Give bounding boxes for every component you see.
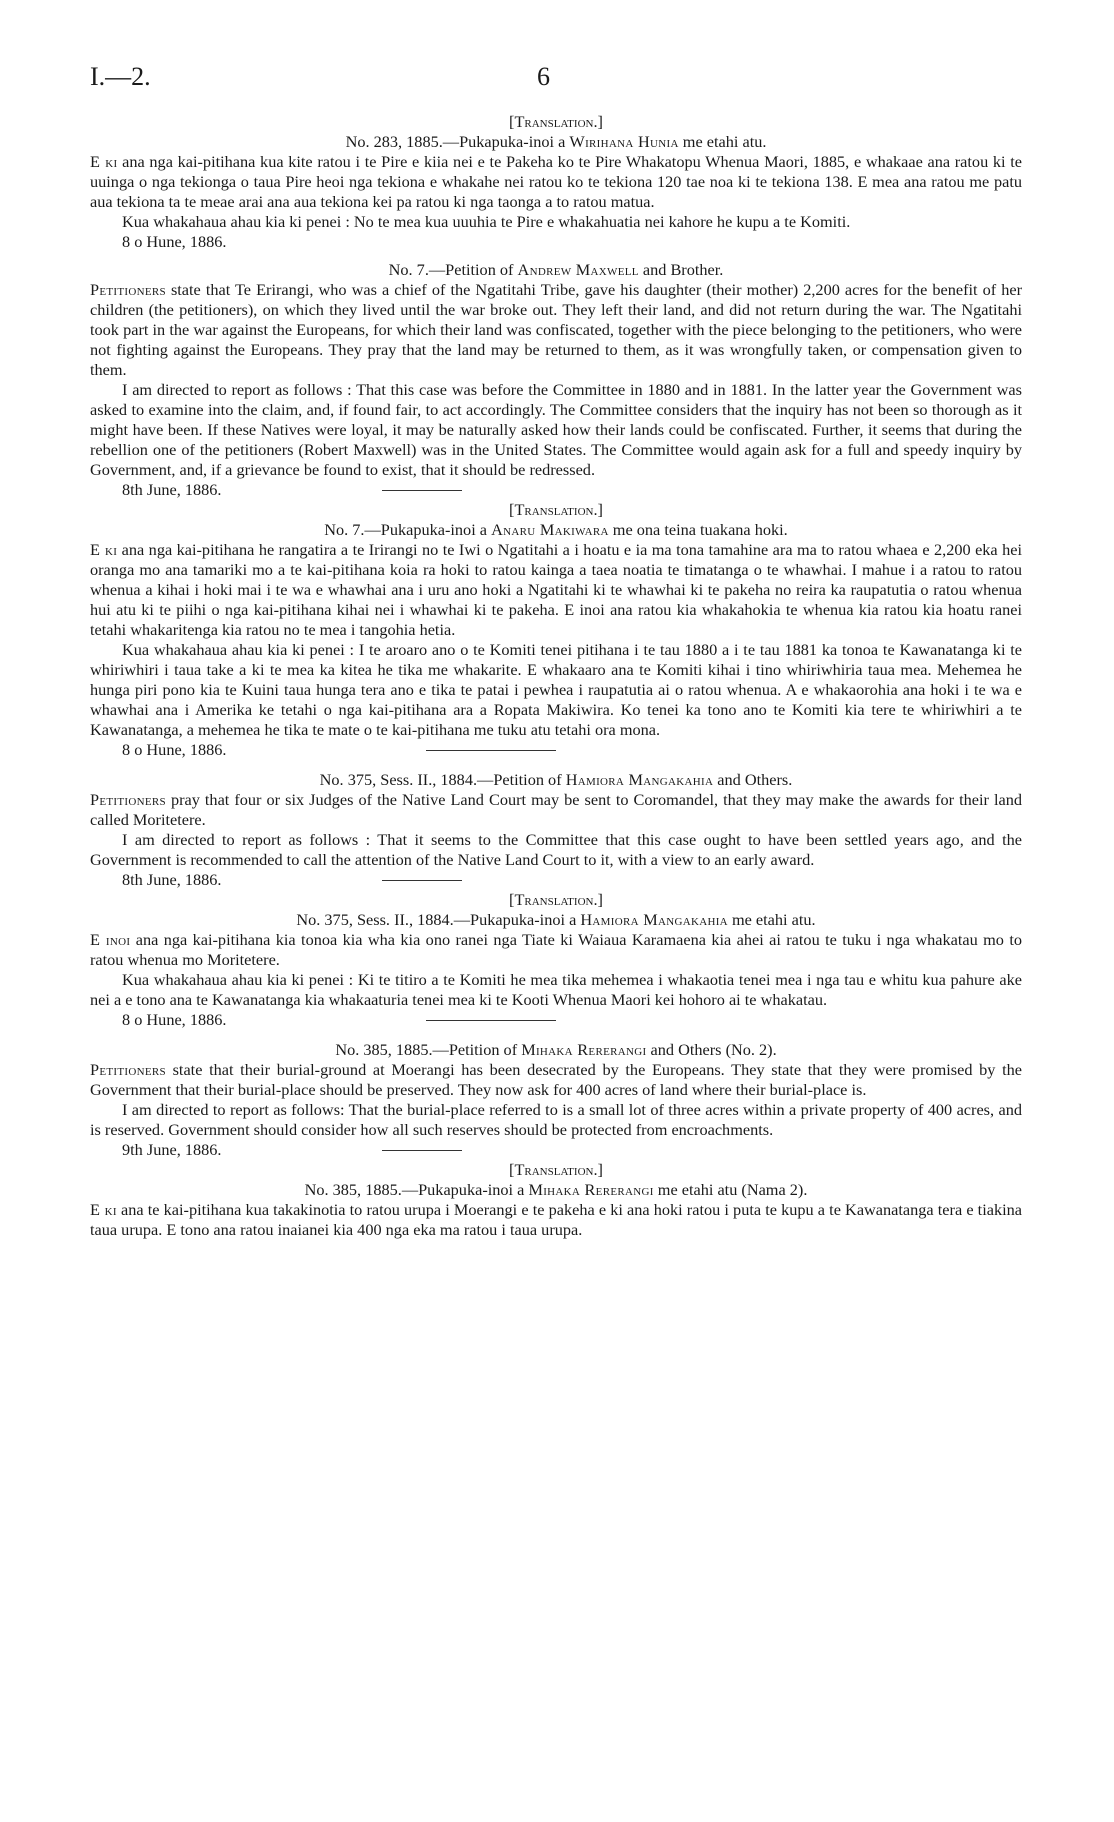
- date-row: [90, 1140, 1022, 1160]
- date-line: 8 o Hune, 1886.: [122, 1010, 227, 1029]
- paragraph: [90, 280, 1022, 380]
- section-heading: [90, 910, 1022, 930]
- heading-text: and Brother.: [638, 260, 724, 279]
- section-375-translation: [90, 890, 1022, 1030]
- heading-text: me etahi atu (Nama 2).: [653, 1180, 808, 1199]
- section-heading: [90, 132, 1022, 152]
- paragraph-lead: Petitioners: [90, 790, 166, 809]
- document-reference: I.—2.: [90, 62, 151, 91]
- divider-rule: [382, 490, 462, 491]
- petitioner-name: Andrew Maxwell: [517, 260, 639, 279]
- heading-text: No. 7.—Petition of: [388, 260, 518, 279]
- paragraph-lead: E inoi: [90, 930, 131, 949]
- divider-rule: [382, 880, 462, 881]
- paragraph: [90, 930, 1022, 970]
- petitioner-name: Hamiora Mangakahia: [580, 910, 728, 929]
- heading-text: No. 385, 1885.—Petition of: [335, 1040, 522, 1059]
- petitioner-name: Mihaka Rererangi: [528, 1180, 654, 1199]
- heading-text: me etahi atu.: [678, 132, 767, 151]
- translation-label: [Translation.]: [509, 1160, 603, 1179]
- paragraph-text: ana te kai-pitihana kua takakinotia to ratou urupa i Moerangi e te pakeha e ki ana hoki ratou i puta te kupu a te Kawanatanga tera e tiakina taua urupa. E tono ana ratou inaianei kia 400 nga eka ma ratou i taua urupa.: [90, 1200, 1022, 1239]
- paragraph-lead: E ki: [90, 540, 118, 559]
- section-283-translation: [90, 112, 1022, 252]
- date-row: [90, 480, 1022, 500]
- section-385-translation: [90, 1160, 1022, 1240]
- heading-text: and Others.: [713, 770, 793, 789]
- petitioner-name: Wirihana Hunia: [569, 132, 679, 151]
- section-385-petition: [90, 1040, 1022, 1160]
- section-heading: [90, 260, 1022, 280]
- section-7-petition: [90, 260, 1022, 500]
- petitioner-name: Anaru Makiwara: [491, 520, 609, 539]
- paragraph-lead: Petitioners: [90, 1060, 166, 1079]
- translation-label: [Translation.]: [509, 500, 603, 519]
- date-line: 9th June, 1886.: [122, 1140, 222, 1159]
- paragraph: I am directed to report as follows: That the burial-place referred to is a small lot of three acres within a private property of 400 acres, and is reserved. Government should consider how all such reserves should be protected from encroachments.: [90, 1100, 1022, 1139]
- translation-label: [Translation.]: [509, 890, 603, 909]
- section-heading: [90, 1040, 1022, 1060]
- paragraph: Kua whakahaua ahau kia ki penei : Ki te titiro a te Komiti he mea tika mehemea i whakaotia tenei mea i nga tau e whitu kua pahure ake nei a e tono ana te Kawanatanga kia whakaaturia tenei mea ki te Kooti Whenua Maori kei hohoro ai te whakatau.: [90, 970, 1022, 1009]
- paragraph: [90, 540, 1022, 640]
- divider-rule: [382, 1150, 462, 1151]
- paragraph: [90, 152, 1022, 212]
- section-375-petition: [90, 770, 1022, 890]
- paragraph: Kua whakahaua ahau kia ki penei : No te mea kua uuuhia te Pire e whakahuatia nei kahore he kupu a te Komiti.: [122, 212, 851, 231]
- paragraph-text: pray that four or six Judges of the Native Land Court may be sent to Coromandel, that they may make the awards for their land called Moritetere.: [90, 790, 1022, 829]
- section-heading: [90, 520, 1022, 540]
- paragraph: I am directed to report as follows : That it seems to the Committee that this case ought to have been settled years ago, and the Government is recommended to call the attention of the Native Land Court to it, with a view to an early award.: [90, 830, 1022, 869]
- petitioner-name: Hamiora Mangakahia: [565, 770, 714, 789]
- heading-text: No. 375, Sess. II., 1884.—Petition of: [319, 770, 566, 789]
- heading-text: and Others (No. 2).: [646, 1040, 777, 1059]
- heading-text: No. 7.—Pukapuka-inoi a: [324, 520, 492, 539]
- paragraph-text: state that their burial-ground at Moerangi has been desecrated by the Europeans. They state that they were promised by the Government that their burial-place should be preserved. They now ask for 400 acres of land where their burial-place is.: [90, 1060, 1022, 1099]
- date-row: [90, 1010, 1022, 1030]
- paragraph: [90, 1200, 1022, 1240]
- section-heading: [90, 770, 1022, 790]
- heading-text: No. 385, 1885.—Pukapuka-inoi a: [304, 1180, 529, 1199]
- paragraph: [90, 790, 1022, 830]
- paragraph-text: ana nga kai-pitihana he rangatira a te Irirangi no te Iwi o Ngatitahi a i hoatu e ia ma tona tamahine ara ma to ratou whaea e 2,200 eka hei oranga mo ana tamariki mo a te kai-pitihana koia ra hoki to ratou kainga a taea noatia te timatanga o te whawhai. I mahue i a ratou to ratou whenua a kihai i hoki mai i te wa e whawhai ana i uru ano hoki a Ngatitahi ki te whawhai ki te pakeha no reira ka raupatutia o ratou whenua hui atu ki te piihi o nga kai-pitihana kihai nei i whawhai ki te pakeha. E inoi ana ratou kia whakahokia te whenua kia ratou kia hoatu ranei tetahi whakaritenga kia ratou no te mea i tangohia hetia.: [90, 540, 1022, 639]
- heading-text: No. 375, Sess. II., 1884.—Pukapuka-inoi a: [296, 910, 581, 929]
- paragraph-lead: E ki: [90, 152, 118, 171]
- paragraph: Kua whakahaua ahau kia ki penei : I te aroaro ano o te Komiti tenei pitihana i te tau 1880 a i te tau 1881 ka tonoa te Kawanatanga ki te whiriwhiri i taua take a ki te mea ka kitea he tika me whakarite. E whakaaro ana te Komiti kihai i tino whiriwhiria taua mea. Mehemea he hunga piri pono kia te Kuini taua hunga tera ano e tika te patai i pewhea i raupatutia ai o ratou whenua. A e whakaorohia ana hoki i te wa e whawhai ana i Amerika ke tetahi o nga kai-pitihana ara a Ropata Makiwira. Ko tenei ka tono ano te Komiti kia tere te whiriwhiri a te Kawanatanga, a mehemea he tika te mate o te kai-pitihana me tuku atu tetahi ora mona.: [90, 640, 1022, 739]
- divider-rule: [426, 750, 556, 751]
- paragraph: [90, 1060, 1022, 1100]
- translation-label: [Translation.]: [509, 112, 603, 131]
- heading-text: me etahi atu.: [727, 910, 816, 929]
- page-number: 6: [537, 62, 550, 91]
- paragraph-text: ana nga kai-pitihana kia tonoa kia wha kia ono ranei nga Tiate ki Waiaua Karamaena kia ahei ai ratou te tuku i nga whakatau mo to ratou whenua mo Moritetere.: [90, 930, 1022, 969]
- date-line: 8th June, 1886.: [122, 870, 222, 889]
- paragraph-lead: Petitioners: [90, 280, 166, 299]
- petitioner-name: Mihaka Rererangi: [521, 1040, 647, 1059]
- divider-rule: [426, 1020, 556, 1021]
- document-body: [90, 112, 1022, 1240]
- date-line: 8th June, 1886.: [122, 480, 222, 499]
- section-heading: [90, 1180, 1022, 1200]
- heading-text: me ona teina tuakana hoki.: [608, 520, 788, 539]
- heading-text: No. 283, 1885.—Pukapuka-inoi a: [345, 132, 570, 151]
- section-7-translation: [90, 500, 1022, 760]
- paragraph-lead: E ki: [90, 1200, 117, 1219]
- date-row: [90, 870, 1022, 890]
- date-row: [90, 740, 1022, 760]
- paragraph-text: ana nga kai-pitihana kua kite ratou i te Pire e kiia nei e te Pakeha ko te Pire Whakatopu Whenua Maori, 1885, e whakaae ana ratou ki te uuinga o nga tekionga o taua Pire heoi nga tekiona e whakahe nei ratou ko te tekiona 120 tae noa ki te tekiona 138. E mea ana ratou me patu aua tekiona ta te meae arai ana aua tekiona kei pa ratou ki nga taonga a to ratou matua.: [90, 152, 1023, 211]
- paragraph: I am directed to report as follows : That this case was before the Committee in 1880 and in 1881. In the latter year the Government was asked to examine into the claim, and, if found fair, to act accordingly. The Committee considers that the inquiry has not been so thorough as it might have been. If these Natives were loyal, it may be naturally asked how their lands could be confiscated. Further, it seems that during the rebellion one of the petitioners (Robert Maxwell) was in the United States. The Committee would again ask for a full and speedy inquiry by Government, and, if a grievance be found to exist, that it should be redressed.: [90, 380, 1022, 479]
- date-line: 8 o Hune, 1886.: [122, 740, 227, 759]
- date-line: 8 o Hune, 1886.: [122, 232, 227, 251]
- paragraph-text: state that Te Erirangi, who was a chief of the Ngatitahi Tribe, gave his daughter (their mother) 2,200 acres for the benefit of her children (the petitioners), on which they lived until the war broke out. They left their land, and did not return during the war. The Ngatitahi took part in the war against the Europeans, for which their land was confiscated, together with the piece belonging to the petitioners, who were not fighting against the Europeans. They pray that the land may be returned to them, as it was wrongfully taken, or compensation given to them.: [90, 280, 1022, 379]
